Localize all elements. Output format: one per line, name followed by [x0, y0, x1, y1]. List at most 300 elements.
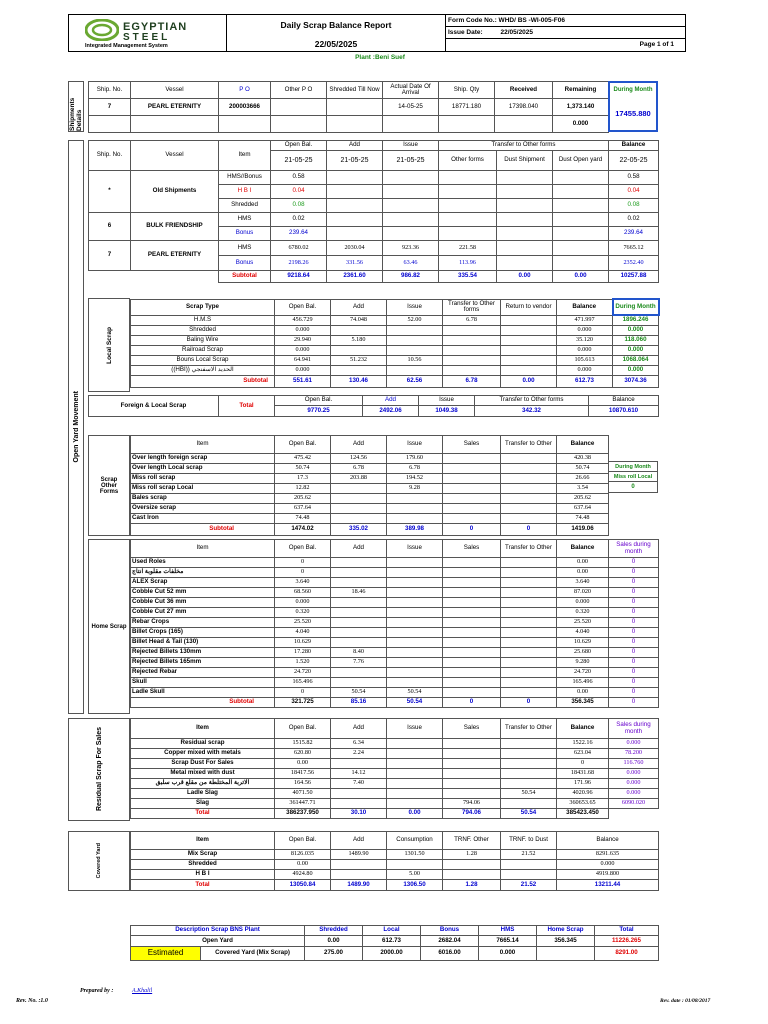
row-cell — [331, 799, 387, 809]
row-cell: 203.88 — [331, 474, 387, 484]
row-cell — [331, 365, 387, 375]
home-scrap-side-label: Home Scrap — [88, 539, 130, 714]
row-cell: 4071.50 — [275, 789, 331, 799]
row-cell — [387, 608, 443, 618]
other-h: Balance — [557, 436, 609, 454]
row-cell — [443, 628, 501, 638]
table-row — [131, 454, 609, 464]
row-cell — [387, 325, 443, 335]
row-cell — [387, 365, 443, 375]
ship-h-8: Remaining — [553, 82, 609, 99]
company-name-2: STEEL — [123, 32, 171, 43]
row-cell — [501, 860, 557, 870]
row-cell — [331, 504, 387, 514]
row-cell — [501, 870, 557, 880]
oy-subtotal: 9218.64 — [271, 271, 327, 283]
row-cell — [387, 769, 443, 779]
row-cell — [501, 578, 557, 588]
row-cell: 179.60 — [387, 454, 443, 464]
row-label: Railroad Scrap — [131, 345, 275, 355]
local-subtotal: 62.56 — [387, 375, 443, 387]
row-cell — [387, 578, 443, 588]
row-cell — [387, 658, 443, 668]
row-cell: 5.00 — [387, 870, 443, 880]
oy-item: Bonus — [219, 256, 271, 271]
home-subtotal: 0 — [501, 698, 557, 708]
row-cell — [501, 678, 557, 688]
local-scrap-side-label: Local Scrap — [88, 298, 130, 392]
row-cell: 0 — [609, 678, 659, 688]
row-cell: 6090.020 — [609, 799, 659, 809]
local-h: Balance — [557, 299, 613, 315]
row-cell — [501, 739, 557, 749]
oy-cell: 0.58 — [609, 171, 659, 185]
row-cell: 194.52 — [387, 474, 443, 484]
row-cell — [443, 870, 501, 880]
row-cell: 0 — [609, 688, 659, 698]
row-cell: 361447.71 — [275, 799, 331, 809]
sum-h: HMS — [479, 926, 537, 936]
row-cell: 1515.82 — [275, 739, 331, 749]
res-h: Transfer to Other — [501, 719, 557, 739]
other-subtotal: 1474.02 — [275, 524, 331, 536]
oy-cell: 7665.12 — [609, 241, 659, 256]
row-cell — [331, 514, 387, 524]
ship-other-po — [271, 99, 327, 116]
rev-date: Rev. date : 01/08/2017 — [660, 998, 711, 1004]
table-row — [131, 474, 609, 484]
row-label: Scrap Dust For Sales — [131, 759, 275, 769]
oy-subtotal: 986.82 — [383, 271, 439, 283]
oy-cell: 923.36 — [383, 241, 439, 256]
row-cell: 25.680 — [557, 648, 609, 658]
oy-cell: 239.64 — [609, 227, 659, 241]
row-label: Slag — [131, 799, 275, 809]
home-subtotal: 321.725 — [275, 698, 331, 708]
row-cell — [331, 494, 387, 504]
sum-cell: 6016.00 — [421, 947, 479, 961]
table-row — [131, 789, 659, 799]
local-h: Transfer to Other forms — [443, 299, 501, 315]
oy-cell: 63.46 — [383, 256, 439, 271]
row-cell — [331, 860, 387, 870]
row-cell: 0.320 — [275, 608, 331, 618]
row-cell: 1489.90 — [331, 850, 387, 860]
oy-subtotal: 0.00 — [553, 271, 609, 283]
miss-roll-value: 0 — [631, 484, 635, 490]
oy-row-no: 6 — [89, 213, 131, 241]
oy-h-balance: Balance — [609, 141, 659, 151]
oy-cell: 113.96 — [439, 256, 497, 271]
open-yard-side-label: Open Yard Movement — [68, 140, 84, 714]
cov-h: TRNF. to Dust — [501, 832, 557, 850]
table-row — [131, 779, 659, 789]
row-cell — [387, 678, 443, 688]
res-h: Item — [131, 719, 275, 739]
oy-cell: 331.56 — [327, 256, 383, 271]
row-cell — [331, 638, 387, 648]
prepared-name[interactable]: A.Khalil — [132, 988, 153, 994]
row-label: Miss roll scrap — [131, 474, 275, 484]
table-row — [131, 484, 609, 494]
table-row — [131, 608, 659, 618]
row-cell: 0.000 — [613, 345, 659, 355]
row-cell: 0.320 — [557, 608, 609, 618]
row-cell: 24.720 — [557, 668, 609, 678]
row-cell: 50.54 — [387, 688, 443, 698]
row-cell: 0.00 — [275, 759, 331, 769]
page-number: Page 1 of 1 — [639, 41, 674, 48]
local-subtotal: 3074.36 — [613, 375, 659, 387]
cov-total: 13050.84 — [275, 880, 331, 891]
oy-row-vessel: Old Shipments — [131, 171, 219, 213]
row-cell: 14.12 — [331, 769, 387, 779]
oy-cell: 0.02 — [271, 213, 327, 227]
row-label: Copper mixed with metals — [131, 749, 275, 759]
row-label: مخلفات مقلوبة انتاج — [131, 568, 275, 578]
row-cell — [443, 494, 501, 504]
oy-h-issue: Issue — [383, 141, 439, 151]
row-label: الاتربة المختلطة من مقلع قرب سلبق — [131, 779, 275, 789]
oy-row-no: * — [89, 171, 131, 213]
row-cell — [387, 568, 443, 578]
row-cell: 4.040 — [275, 628, 331, 638]
fl-total-label: Total — [219, 396, 275, 417]
row-cell — [331, 598, 387, 608]
shipments-table — [88, 81, 609, 133]
row-cell: 8.40 — [331, 648, 387, 658]
res-h: Add — [331, 719, 387, 739]
row-cell — [443, 568, 501, 578]
row-cell: 0.000 — [557, 325, 613, 335]
row-cell — [387, 799, 443, 809]
cov-h: TRNF. Other — [443, 832, 501, 850]
row-cell: 637.64 — [557, 504, 609, 514]
row-cell: 0.000 — [275, 325, 331, 335]
home-subtotal: 0 — [609, 698, 659, 708]
sum-cell: 356.345 — [537, 936, 595, 947]
row-cell: 87.020 — [557, 588, 609, 598]
row-label: Miss roll scrap Local — [131, 484, 275, 494]
sum-h: Home Scrap — [537, 926, 595, 936]
other-subtotal: 335.02 — [331, 524, 387, 536]
row-label: H.M.S — [131, 315, 275, 325]
table-row — [131, 860, 659, 870]
issue-label: Issue Date: — [448, 29, 483, 36]
fl-h: Open Bal. — [275, 396, 363, 406]
other-h: Add — [331, 436, 387, 454]
other-subtotal: 1419.06 — [557, 524, 609, 536]
row-cell: 0.00 — [557, 558, 609, 568]
row-cell — [443, 355, 501, 365]
res-total: 794.06 — [443, 809, 501, 819]
row-cell: 0.000 — [557, 860, 659, 870]
row-cell — [331, 759, 387, 769]
row-cell — [443, 608, 501, 618]
sum-cell: 8291.00 — [595, 947, 659, 961]
row-cell — [501, 618, 557, 628]
row-cell: 50.54 — [331, 688, 387, 698]
row-cell — [387, 779, 443, 789]
row-cell: 205.62 — [275, 494, 331, 504]
local-scrap-table — [130, 298, 660, 388]
row-cell: 51.232 — [331, 355, 387, 365]
row-cell: 68.560 — [275, 588, 331, 598]
row-cell: 0.00 — [557, 568, 609, 578]
row-cell — [443, 365, 501, 375]
row-cell: 0 — [275, 568, 331, 578]
row-cell: 12.82 — [275, 484, 331, 494]
row-cell: 25.520 — [557, 618, 609, 628]
oy-h-open: Open Bal. — [271, 141, 327, 151]
sum-open-yard: Open Yard — [131, 936, 305, 947]
row-cell — [501, 494, 557, 504]
oy-item: Bonus — [219, 227, 271, 241]
res-h: Balance — [557, 719, 609, 739]
row-cell: 7.76 — [331, 658, 387, 668]
sum-cell: 612.73 — [363, 936, 421, 947]
row-cell: 18.46 — [331, 588, 387, 598]
oy-cell: 2030.04 — [327, 241, 383, 256]
row-cell — [501, 474, 557, 484]
row-cell — [443, 588, 501, 598]
row-label: H B I — [131, 870, 275, 880]
row-cell — [331, 628, 387, 638]
row-cell: 1.520 — [275, 658, 331, 668]
plant-label: Plant :Beni Suef — [355, 54, 405, 61]
row-cell — [443, 688, 501, 698]
row-cell: 637.64 — [275, 504, 331, 514]
cov-h: Add — [331, 832, 387, 850]
row-label: Rejected Billets 165mm — [131, 658, 275, 668]
row-cell — [443, 769, 501, 779]
report-header — [68, 14, 686, 52]
table-row — [131, 325, 659, 335]
row-cell — [387, 638, 443, 648]
row-cell — [331, 678, 387, 688]
row-cell — [443, 454, 501, 464]
ship-remaining: 1,373.140 — [553, 99, 609, 116]
oy-h-ship: Ship. No. — [89, 141, 131, 171]
company-logo — [69, 15, 227, 51]
row-cell — [387, 598, 443, 608]
row-cell: 52.00 — [387, 315, 443, 325]
home-subtotal: 50.54 — [387, 698, 443, 708]
oy-cell: 2352.40 — [609, 256, 659, 271]
other-h: Item — [131, 436, 275, 454]
row-cell — [501, 658, 557, 668]
sum-cell: 0.00 — [305, 936, 363, 947]
other-subtotal: 0 — [443, 524, 501, 536]
miss-roll-label2: Miss roll Local — [609, 472, 657, 482]
open-yard-table — [88, 140, 659, 283]
table-row — [131, 658, 659, 668]
covered-table — [130, 831, 659, 891]
row-cell: 10.629 — [557, 638, 609, 648]
row-cell — [501, 464, 557, 474]
row-cell — [443, 668, 501, 678]
row-label: Shredded — [131, 325, 275, 335]
row-cell: 74.48 — [557, 514, 609, 524]
row-cell: 50.74 — [275, 464, 331, 474]
during-month-label: During Month — [613, 87, 653, 93]
row-label: ALEX Scrap — [131, 578, 275, 588]
oy-h-dust: Dust Shipment — [497, 151, 553, 171]
row-cell: 10.629 — [275, 638, 331, 648]
ship-h-3: Other P O — [271, 82, 327, 99]
home-subtotal: 0 — [443, 698, 501, 708]
local-subtotal: 130.46 — [331, 375, 387, 387]
row-cell — [331, 325, 387, 335]
res-h: Open Bal. — [275, 719, 331, 739]
other-subtotal: 389.98 — [387, 524, 443, 536]
row-cell: 1301.50 — [387, 850, 443, 860]
during-month-box — [608, 81, 658, 132]
row-label: Baling Wire — [131, 335, 275, 345]
row-cell: 1.28 — [443, 850, 501, 860]
home-h: Balance — [557, 540, 609, 558]
local-h: Open Bal. — [275, 299, 331, 315]
prepared-label: Prepared by : — [80, 988, 114, 994]
row-label: Cobble Cut 52 mm — [131, 588, 275, 598]
oy-item: HMS — [219, 241, 271, 256]
row-cell: 0 — [609, 578, 659, 588]
rev-no: Rev. No. :1.0 — [16, 998, 48, 1004]
row-cell: 4924.80 — [275, 870, 331, 880]
row-cell: 620.80 — [275, 749, 331, 759]
row-cell — [443, 578, 501, 588]
ship-po: 200003666 — [219, 99, 271, 116]
sum-h: Description Scrap BNS Plant — [131, 926, 305, 936]
oy-cell: 239.64 — [271, 227, 327, 241]
fl-v: 342.32 — [475, 406, 589, 417]
other-subtotal: 0 — [501, 524, 557, 536]
company-sub: Integrated Management System — [85, 43, 168, 49]
sum-covered: Covered Yard (Mix Scrap) — [201, 947, 305, 961]
row-cell: 420.38 — [557, 454, 609, 464]
fl-v: 1049.38 — [419, 406, 475, 417]
row-cell — [501, 668, 557, 678]
row-cell — [501, 325, 557, 335]
res-total: 50.54 — [501, 809, 557, 819]
row-cell: 124.56 — [331, 454, 387, 464]
local-subtotal: 612.73 — [557, 375, 613, 387]
summary-table — [130, 925, 659, 961]
sum-cell: 2682.04 — [421, 936, 479, 947]
cov-total: 1.28 — [443, 880, 501, 891]
oy-cell: 0.02 — [609, 213, 659, 227]
miss-roll-box — [608, 461, 658, 493]
ship-vessel: PEARL ETERNITY — [131, 99, 219, 116]
row-cell: 0 — [609, 588, 659, 598]
row-cell: 0.000 — [557, 365, 613, 375]
row-cell — [387, 749, 443, 759]
cov-total: 13211.44 — [557, 880, 659, 891]
row-cell — [443, 504, 501, 514]
table-row — [131, 558, 659, 568]
ship-h-5: Actual Date Of Arrival — [383, 82, 439, 99]
row-cell: 0 — [275, 688, 331, 698]
row-cell — [501, 454, 557, 464]
home-scrap-table — [130, 539, 659, 708]
oy-cell: 2198.26 — [271, 256, 327, 271]
row-cell — [387, 618, 443, 628]
row-cell — [501, 638, 557, 648]
row-cell: 64.941 — [275, 355, 331, 365]
logo-globe-icon — [85, 19, 119, 41]
row-cell — [501, 799, 557, 809]
residual-side-label: Residual Scrap For Sales — [68, 718, 130, 821]
row-cell: 78.200 — [609, 749, 659, 759]
row-cell: 165.496 — [557, 678, 609, 688]
oy-item: HMS — [219, 213, 271, 227]
row-cell — [501, 484, 557, 494]
row-cell: 0.000 — [609, 769, 659, 779]
residual-table — [130, 718, 659, 819]
row-cell: 0 — [609, 568, 659, 578]
row-cell — [331, 484, 387, 494]
row-cell: 0.000 — [613, 325, 659, 335]
oy-subtotal: 10257.88 — [609, 271, 659, 283]
table-row — [131, 688, 659, 698]
row-cell: 1068.064 — [613, 355, 659, 365]
table-row — [131, 749, 659, 759]
row-cell: 6.78 — [443, 315, 501, 325]
row-label: Cast Iron — [131, 514, 275, 524]
table-row — [131, 638, 659, 648]
row-cell: 0 — [609, 638, 659, 648]
row-cell: 0.000 — [275, 345, 331, 355]
row-cell: 35.120 — [557, 335, 613, 345]
ship-no: 7 — [89, 99, 131, 116]
table-row — [131, 335, 659, 345]
row-cell: 8126.035 — [275, 850, 331, 860]
row-cell: 0 — [609, 628, 659, 638]
table-row — [131, 799, 659, 809]
row-cell: 0.000 — [275, 365, 331, 375]
row-cell — [331, 870, 387, 880]
row-cell: 50.54 — [501, 789, 557, 799]
oy-cell: 0.08 — [271, 199, 327, 213]
oy-h-transfer: Transfer to Other forms — [439, 141, 609, 151]
row-cell — [501, 628, 557, 638]
shipments-side-label: Shipments Details — [68, 81, 84, 132]
row-label: Used Roles — [131, 558, 275, 568]
row-cell: 0.000 — [275, 598, 331, 608]
report-title: Daily Scrap Balance Report — [280, 20, 392, 30]
row-cell: 205.62 — [557, 494, 609, 504]
row-cell: 3.640 — [557, 578, 609, 588]
cov-total: 1489.90 — [331, 880, 387, 891]
local-h: Scrap Type — [131, 299, 275, 315]
table-row — [131, 568, 659, 578]
table-row — [131, 365, 659, 375]
home-h: Add — [331, 540, 387, 558]
ship-h-0: Ship. No. — [89, 82, 131, 99]
row-cell: 0 — [609, 598, 659, 608]
row-label: Billet Crops (165) — [131, 628, 275, 638]
row-cell — [331, 568, 387, 578]
row-cell — [501, 759, 557, 769]
row-cell: 623.04 — [557, 749, 609, 759]
row-cell — [331, 668, 387, 678]
oy-item: Shredded — [219, 199, 271, 213]
row-cell: 9.28 — [387, 484, 443, 494]
local-h: Issue — [387, 299, 443, 315]
res-total: 386237.950 — [275, 809, 331, 819]
row-cell — [387, 335, 443, 345]
oy-item: HMS//Bonus — [219, 171, 271, 185]
